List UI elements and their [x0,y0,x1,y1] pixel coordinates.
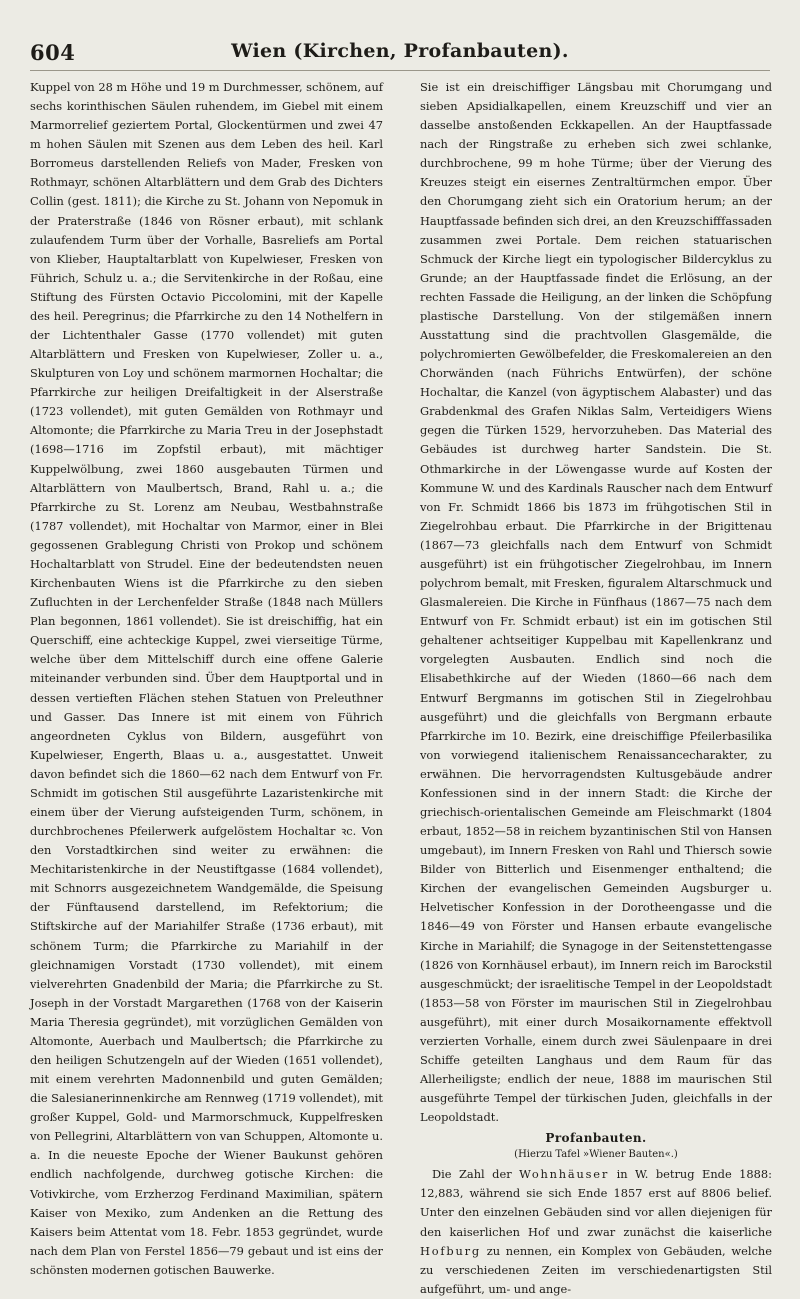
page-header [30,40,770,71]
left-column-text: Kuppel von 28 m Höhe und 19 m Durchmesser, schönem, auf sechs korinthischen Säulen ruhendem, im Giebel mit einem Marmorrelief geziertem Portal, Glockentürmen und zwei 47 m hohen Säulen mit Szenen aus dem Leben des heil. Karl Borromeus darstellenden Reliefs von Mader, Fresken von Rothmayr, schönen Altarblättern und dem Grab des Dichters Collin (gest. 1811); die Kirche zu St. Johann von Nepomuk in der Praterstraße (1846 von Rösner erbaut), mit schlank zulaufendem Turm über der Vorhalle, Basreliefs am Portal von Klieber, Hauptaltarblatt von Kupelwieser, Fresken von Führich, Schulz u. a.; die Servitenkirche in der Roßau, eine Stiftung des Fürsten Octavio Piccolomini, mit der Kapelle des heil. Peregrinus; die Pfarrkirche zu den 14 Nothelfern in der Lichtenthaler Gasse (1770 vollendet) mit guten Altarblättern und Fresken von Kupelwieser, Zoller u. a., Skulpturen von Loy und schönem marmornen Hochaltar; die Pfarrkirche zur heiligen Dreifaltigkeit in der Alserstraße (1723 vollendet), mit guten Gemälden von Rothmayr und Altomonte; die Pfarrkirche zu Maria Treu in der Josephstadt (1698—1716 im Zopfstil erbaut), mit mächtiger Kuppelwölbung, zwei 1860 ausgebauten Türmen und Altarblättern von Maulbertsch, Brand, Rahl u. a.; die Pfarrkirche zu St. Lorenz am Neubau, Westbahnstraße (1787 vollendet), mit Hochaltar von Marmor, einer in Blei gegossenen Grablegung Christi von Prokop und schönem Hochaltarblatt von Strudel. Eine der bedeutendsten neuen Kirchenbauten Wiens ist die Pfarrkirche zu den sieben Zufluchten in der Lerchenfelder Straße (1848 nach Müllers Plan begonnen, 1861 vollendet). Sie ist dreischiffig, hat ein Querschiff, eine achteckige Kuppel, zwei vierseitige Türme, welche über dem Mittelschiff durch eine offene Galerie miteinander verbunden sind. Über dem Hauptportal und in dessen vertieften Flächen stehen Statuen von Preleuthner und Gasser. Das Innere ist mit einem von Führich angeordneten Cyklus von Bildern, ausgeführt von Kupelwieser, Engerth, Blaas u. a., ausgestattet. Unweit davon befindet sich die 1860—62 nach dem Entwurf von Fr. Schmidt im gotischen Stil ausgeführte Lazaristenkirche mit einem über der Vierung aufsteigenden Turm, schönem, in durchbrochenes Pfeilerwerk aufgelöstem Hochaltar ꝛc. Von den Vorstadtkirchen sind weiter zu erwähnen: die Mechitaristenkirche in der Neustiftgasse (1684 vollendet), mit Schnorrs ausgezeichnetem Wandgemälde, die Speisung der Fünftausend darstellend, im Refektorium; die Stiftskirche auf der Mariahilfer Straße (1736 erbaut), mit schönem Turm; die Pfarrkirche zu Mariahilf in der gleichnamigen Vorstadt (1730 vollendet), mit einem vielverehrten Gnadenbild der Maria; die Pfarrkirche zu St. Joseph in der Vorstadt Margarethen (1768 von der Kaiserin Maria Theresia gegründet), mit vorzüglichen Gemälden von Altomonte, Auerbach und Maulbertsch; die Pfarrkirche zu den heiligen Schutzengeln auf der Wieden (1651 vollendet), mit einem verehrten Madonnenbild und guten Gemälden; die Salesianerinnenkirche am Rennweg (1719 vollendet), mit großer Kuppel, Gold- und Marmorschmuck, Kuppelfresken von Pellegrini, Altarblättern von van Schuppen, Altomonte u. a. In die neueste Epoche der Wiener Baukunst gehören endlich nachfolgende, durchweg gotische Kirchen: die Votivkirche, vom Erzherzog Ferdinand Maximilian, spätern Kaiser von Mexiko, zum Andenken an die Rettung des Kaisers beim Attentat vom 18. Febr. 1853 gegründet, wurde nach dem Plan von Ferstel 1856—79 gebaut und ist eins der schönsten modernen gotischen Bauwerke. [30,80,383,1277]
profanbauten-paragraph [420,1165,772,1299]
page-number: 604 [30,40,76,65]
section-plate-note: (Hierzu Tafel »Wiener Bauten«.) [514,1149,678,1161]
left-column [30,78,383,1277]
section-title-profanbauten: Profanbauten. [545,1131,647,1146]
emphasis-wohnhaeuser: Wohnhäuser [519,1167,610,1182]
votivkirche-continuation: Sie ist ein dreischiffiger Längsbau mit Chorumgang und sieben Apsidialkapellen, einem Kreuzschiff und vier an dasselbe anstoßenden Eckkapellen. An der Hauptfassade nach der Ringstraße zu erheben sich zwei schlanke, durchbrochene, 99 m hohe Türme; über der Vierung des Kreuzes steigt ein eisernes Zentraltürmchen empor. Über den Chorumgang zieht sich ein Oratorium herum; an der Hauptfassade befinden sich drei, an den Kreuzschifffassaden zusammen zwei Portale. Dem reichen statuarischen Schmuck der Kirche liegt ein typologischer Bildercyklus zu Grunde; an der Hauptfassade findet die Erlösung, an der rechten Fassade die Heiligung, an der linken die Schöpfung plastische Darstellung. Von der stilgemäßen innern Ausstattung sind die prachtvollen Glasgemälde, die polychromierten Gewölbefelder, die Freskomalereien an den Chorwänden (nach Führichs Entwürfen), der schöne Hochaltar, die Kanzel (von ägyptischem Alabaster) und das Grabdenkmal des Grafen Niklas Salm, Verteidigers Wiens gegen die Türken 1529, hervorzuheben. Das Material des Gebäudes ist durchweg harter Sandstein. Die St. Othmarkirche in der Löwengasse wurde auf Kosten der Kommune W. und des Kardinals Rauscher nach dem Entwurf von Fr. Schmidt 1866 bis 1873 im frühgotischen Stil in Ziegelrohbau erbaut. Die Pfarrkirche in der Brigittenau (1867—73 gleichfalls nach dem Entwurf von Schmidt ausgeführt) ist ein frühgotischer Ziegelrohbau, im Innern polychrom bemalt, mit Fresken, figuralem Altarschmuck und Glasmalereien. Die Kirche in Fünfhaus (1867—75 nach dem Entwurf von Fr. Schmidt erbaut) ist ein im gotischen Stil gehaltener achtseitiger Kuppelbau mit Kapellenkranz und vorgelegten Ausbauten. Endlich sind noch die Elisabethkirche auf der Wieden (1860—66 nach dem Entwurf Bergmanns im gotischen Stil in Ziegelrohbau ausgeführt) und die gleichfalls von Bergmann erbaute Pfarrkirche im 10. Bezirk, eine dreischiffige Pfeilerbasilika von vorwiegend italienischem Renaissancecharakter, zu erwähnen. Die hervorragendsten Kultusgebäude andrer Konfessionen sind in der innern Stadt: die Kirche der griechisch-orientalischen Gemeinde am Fleischmarkt (1804 erbaut, 1852—58 in reichem byzantinischen Stil von Hansen umgebaut), im Innern Fresken von Rahl und Thiersch sowie Bilder von Bitterlich und Eisenmenger enthaltend; die Kirchen der evangelischen Gemeinden Augsburger u. Helvetischer Konfession in der Dorotheengasse und die 1846—49 von Förster und Hansen erbaute evangelische Kirche in Mariahilf; die Synagoge in der Seitenstettengasse (1826 von Kornhäusel erbaut), im Innern reich im Barockstil ausgeschmückt; der israelitische Tempel in der Leopoldstadt (1853—58 von Förster im maurischen Stil in Ziegelrohbau ausgeführt), mit einer durch Mosaikornamente effektvoll verzierten Vorhalle, einem durch zwei Säulenpaare in drei Schiffe geteilten Langhaus und dem Raum für das Allerheiligste; endlich der neue, 1888 im maurischen Stil ausgeführte Tempel der türkischen Juden, gleichfalls in der Leopoldstadt. [420,80,772,1125]
right-column [420,78,772,1296]
text-run: Die Zahl der [432,1167,520,1182]
emphasis-hofburg: Hofburg [420,1243,481,1258]
text-run: zu nennen, ein Komplex von Gebäuden, welche zu verschiedenen Zeiten im verschiedenartigsten Stil aufgeführt, um- und ange- [420,1243,772,1296]
text-run: in W. betrug Ende 1888: 12,883, während sie sich Ende 1857 erst auf 8806 belief. Unter den einzelnen Gebäuden sind vor allen diejenigen für den kaiserlichen Hof und zwar zunächst die kaiserliche [420,1167,772,1239]
running-title: Wien (Kirchen, Profanbauten). [231,40,569,62]
